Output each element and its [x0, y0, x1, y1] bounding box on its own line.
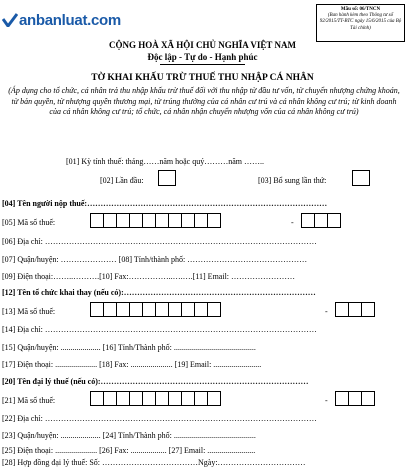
logo-checkmark-icon [2, 13, 18, 27]
tax-agent-tax-code-label: [21] Mã số thuế: [2, 396, 56, 405]
form-note: (Ban hành kèm theo Thông tư số 92/2015/TT-BTC ngày 15/6/2015 của Bộ Tài chính) [319, 13, 402, 31]
tax-agent-contract-field[interactable]: [28] Hợp đồng đại lý thuế: Số: ………………………………Ngày:…………………………… [2, 458, 306, 467]
page-title: TỜ KHAI KHẤU TRỪ THUẾ THU NHẬP CÁ NHÂN [91, 73, 314, 83]
form-code-box [316, 4, 405, 42]
filing-org-address-field[interactable]: [14] Địa chỉ: ………………………………………………………………………………………… [2, 325, 317, 334]
filing-org-tax-code-suffix-boxes[interactable] [335, 302, 374, 317]
tax-agent-contact-field[interactable]: [25] Điện thoại: ..................... [26] Fax: .................. [27] Email: ........................ [2, 446, 256, 455]
country-header: CỘNG HOÀ XÃ HỘI CHỦ NGHĨA VIỆT NAM [109, 40, 296, 50]
taxpayer-tax-code-boxes[interactable] [90, 213, 220, 228]
first-time-checkbox[interactable] [158, 170, 176, 186]
tax-period-field: [01] Kỳ tính thuế: tháng……năm hoặc quý………năm …….. [66, 157, 264, 166]
taxpayer-tax-code-suffix-boxes[interactable] [301, 213, 340, 228]
supplement-label: [03] Bổ sung lần thứ: [258, 176, 327, 185]
filing-org-tax-code-label: [13] Mã số thuế: [2, 307, 56, 316]
filing-org-contact-field[interactable]: [17] Điện thoại: ..................... [18] Fax: ..................... [19] Email: ........................ [2, 360, 262, 369]
form-code: Mẫu số: 06/TNCN [340, 7, 381, 12]
taxpayer-district-province-field[interactable]: [07] Quận/huyện: ………………… [08] Tỉnh/thành phố: ……………………………………… [2, 255, 308, 264]
taxpayer-name-field[interactable]: [04] Tên người nộp thuế:……………………………………………………………………………… [2, 199, 328, 208]
supplement-number-box[interactable] [352, 170, 370, 186]
tax-agent-name-field[interactable]: [20] Tên đại lý thuế (nếu có):…………………………………………………………………… [2, 377, 309, 386]
tax-code-dash: - [291, 218, 294, 227]
filing-org-name-field[interactable]: [12] Tên tổ chức khai thay (nếu có):……………………………………………………………… [2, 288, 316, 297]
taxpayer-contact-field[interactable]: [09] Điện thoại:……..……….[10] Fax:……………..….….[11] Email: …………………… [2, 272, 296, 281]
motto-underline [160, 64, 245, 65]
filing-org-tax-code-boxes[interactable] [90, 302, 220, 317]
filing-org-tax-code-dash: - [325, 307, 328, 316]
tax-agent-tax-code-dash: - [325, 396, 328, 405]
tax-agent-address-field[interactable]: [22] Địa chỉ: ………………………………………………………………………………………… [2, 414, 317, 423]
tax-agent-district-province-field[interactable]: [23] Quận/huyện: .................... [24] Tỉnh/Thành phố: ......................................... [2, 431, 256, 440]
motto: Độc lập - Tự do - Hạnh phúc [147, 52, 258, 62]
site-logo[interactable] [2, 12, 121, 29]
filing-org-district-province-field[interactable]: [15] Quận/huyện: .................... [16] Tỉnh/Thành phố: ......................................... [2, 343, 256, 352]
first-time-label: [02] Lần đầu: [100, 176, 144, 185]
description: (Áp dụng cho tổ chức, cá nhân trả thu nhập khấu trừ thuế đối với thu nhập từ đầu tư vốn, từ chuyển nhượng chứng khoán, từ bản quyền, từ nhượng quyền thương mại, từ trúng thưởng của cá nhân cư trú và cá nhân không cư trú; từ kinh doanh của cá nhân không cư trú; tổ chức, cá nhân nhận chuyển nhượng vốn của cá nhân không cư trú) [8, 86, 400, 116]
taxpayer-tax-code-label: [05] Mã số thuế: [2, 218, 56, 227]
taxpayer-address-field[interactable]: [06] Địa chỉ: ………………………………………………………………………………………… [2, 237, 317, 246]
tax-agent-tax-code-suffix-boxes[interactable] [335, 391, 374, 406]
tax-agent-tax-code-boxes[interactable] [90, 391, 220, 406]
logo-text: anbanluat.com [19, 12, 121, 29]
